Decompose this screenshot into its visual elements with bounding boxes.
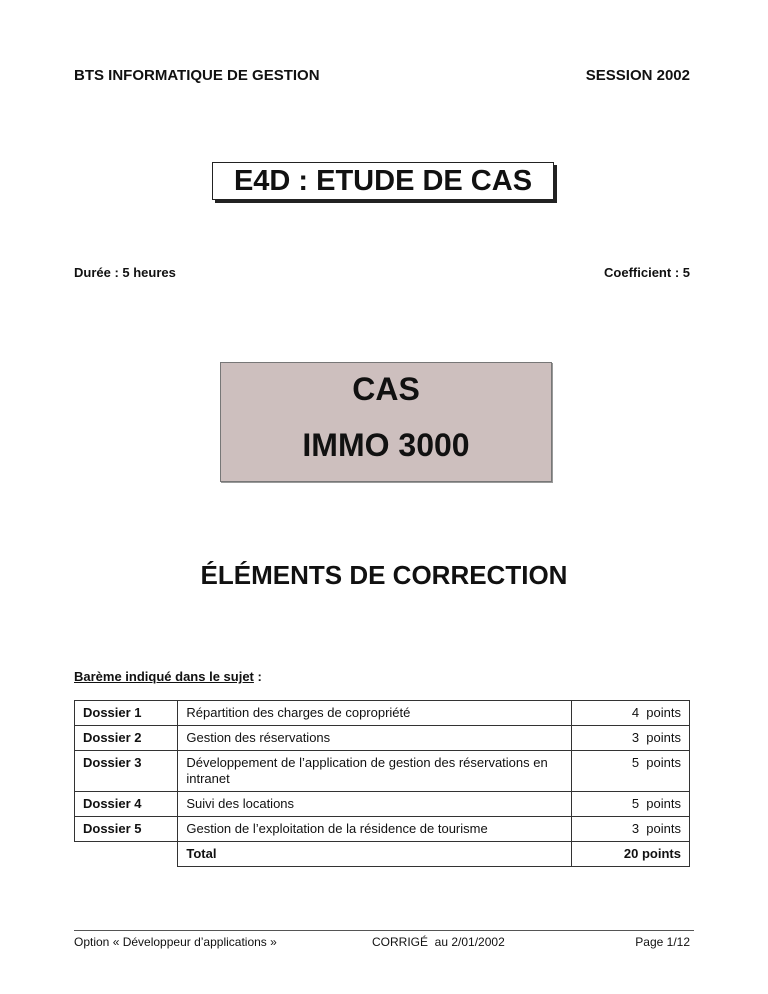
grading-table bbox=[74, 700, 690, 867]
footer-middle: CORRIGÉ au 2/01/2002 bbox=[372, 935, 505, 949]
case-title-line2: IMMO 3000 bbox=[302, 427, 470, 463]
header-left: BTS INFORMATIQUE DE GESTION bbox=[74, 67, 320, 84]
points-cell: 3 points bbox=[572, 726, 690, 751]
coefficient-label: Coefficient : 5 bbox=[604, 265, 690, 280]
description-cell: Développement de l’application de gestion des réservations en intranet bbox=[178, 751, 572, 792]
table-row bbox=[75, 751, 690, 792]
table-row bbox=[75, 726, 690, 751]
table-row bbox=[75, 792, 690, 817]
dossier-cell: Dossier 5 bbox=[75, 817, 178, 842]
section-title: ÉLÉMENTS DE CORRECTION bbox=[200, 560, 568, 590]
points-cell: 5 points bbox=[572, 792, 690, 817]
dossier-cell: Dossier 4 bbox=[75, 792, 178, 817]
description-cell: Suivi des locations bbox=[178, 792, 572, 817]
footer-divider bbox=[74, 930, 694, 931]
grading-table-body bbox=[75, 701, 690, 867]
table-row bbox=[75, 817, 690, 842]
total-label: Total bbox=[178, 842, 572, 867]
total-row bbox=[75, 842, 690, 867]
bareme-label: Barème indiqué dans le sujet bbox=[74, 669, 254, 684]
footer-page-number: Page 1/12 bbox=[635, 935, 690, 949]
points-cell: 3 points bbox=[572, 817, 690, 842]
description-cell: Gestion de l’exploitation de la résidence de tourisme bbox=[178, 817, 572, 842]
description-cell: Répartition des charges de copropriété bbox=[178, 701, 572, 726]
exam-title: E4D : ETUDE DE CAS bbox=[212, 162, 554, 200]
case-title-box bbox=[220, 362, 552, 482]
description-cell: Gestion des réservations bbox=[178, 726, 572, 751]
footer-left: Option « Développeur d’applications » bbox=[74, 935, 277, 949]
dossier-cell: Dossier 3 bbox=[75, 751, 178, 792]
case-title-line1: CAS bbox=[352, 371, 420, 407]
header-right: SESSION 2002 bbox=[585, 67, 690, 84]
points-cell: 5 points bbox=[572, 751, 690, 792]
duration-label: Durée : 5 heures bbox=[74, 265, 176, 280]
dossier-cell: Dossier 2 bbox=[75, 726, 178, 751]
dossier-cell: Dossier 1 bbox=[75, 701, 178, 726]
bareme-heading bbox=[74, 669, 262, 684]
blank-cell bbox=[75, 842, 178, 867]
table-row bbox=[75, 701, 690, 726]
bareme-suffix: : bbox=[253, 669, 262, 684]
total-points: 20 points bbox=[572, 842, 690, 867]
points-cell: 4 points bbox=[572, 701, 690, 726]
